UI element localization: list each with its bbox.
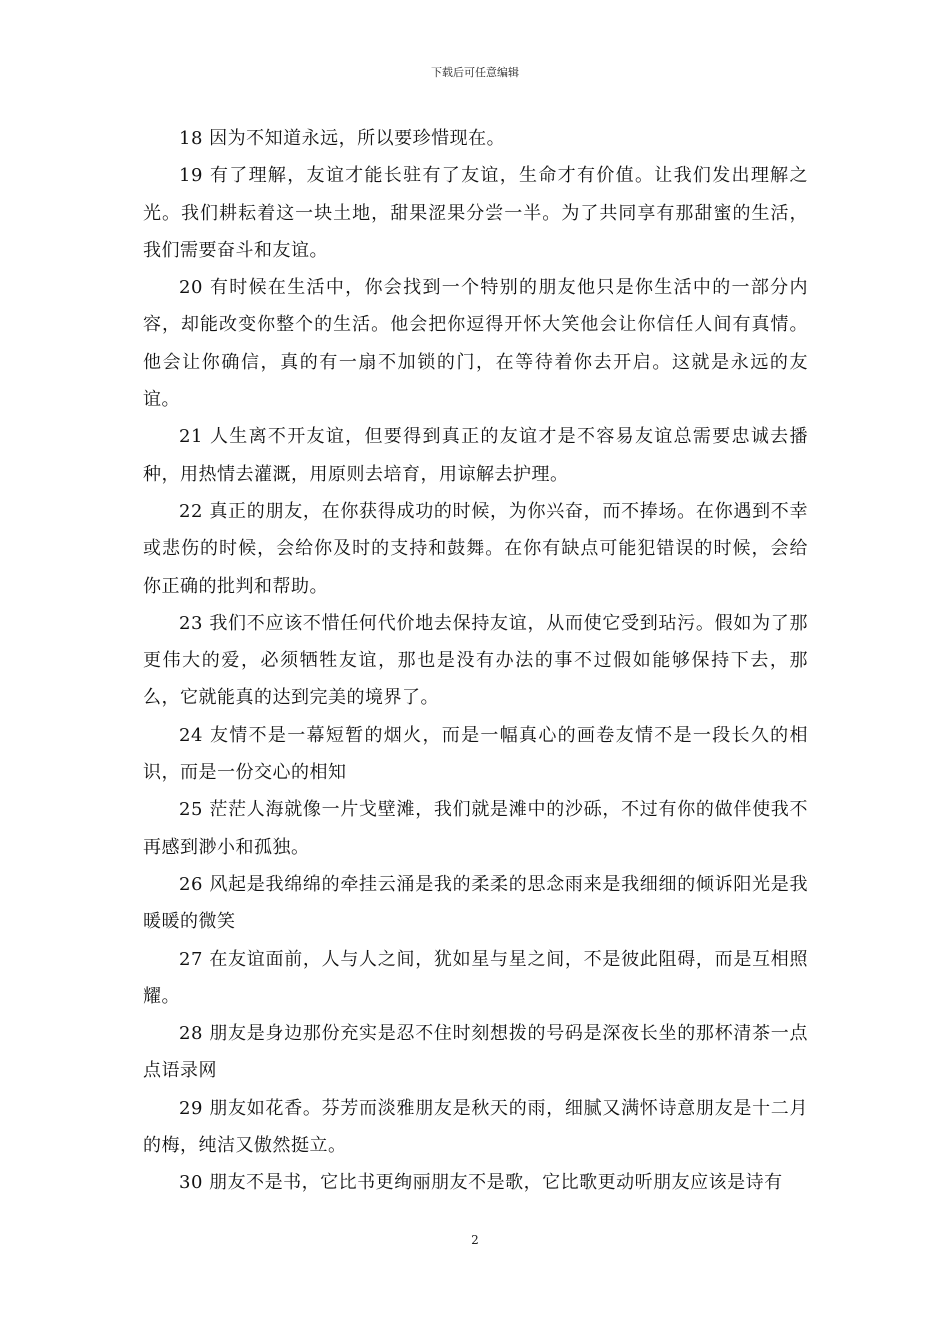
paragraph: 24 友情不是一幕短暂的烟火，而是一幅真心的画卷友情不是一段长久的相识，而是一份交心的相知 <box>143 724 808 784</box>
paragraph: 18 因为不知道永远，所以要珍惜现在。 <box>179 128 506 149</box>
paragraph: 19 有了理解，友谊才能长驻有了友谊，生命才有价值。让我们发出理解之光。我们耕耘着这一块土地，甜果涩果分尝一半。为了共同享有那甜蜜的生活，我们需要奋斗和友谊。 <box>143 165 808 261</box>
paragraph: 30 朋友不是书，它比书更绚丽朋友不是歌，它比歌更动听朋友应该是诗有 <box>179 1172 783 1194</box>
paragraph: 25 茫茫人海就像一片戈壁滩，我们就是滩中的沙砾，不过有你的做伴使我不再感到渺小和孤独。 <box>143 799 808 858</box>
document-body <box>143 120 808 1202</box>
paragraph: 26 风起是我绵绵的牵挂云涌是我的柔柔的思念雨来是我细细的倾诉阳光是我暖暖的微笑 <box>143 873 808 933</box>
paragraph: 23 我们不应该不惜任何代价地去保持友谊，从而使它受到玷污。假如为了那更伟大的爱，必须牺牲友谊，那也是没有办法的事不过假如能够保持下去，那么，它就能真的达到完美的境界了。 <box>143 612 808 709</box>
paragraph: 28 朋友是身边那份充实是忍不住时刻想拨的号码是深夜长坐的那杯清茶一点点语录网 <box>143 1023 808 1082</box>
paragraph: 20 有时候在生活中，你会找到一个特别的朋友他只是你生活中的一部分内容，却能改变你整个的生活。他会把你逗得开怀大笑他会让你信任人间有真情。他会让你确信，真的有一扇不加锁的门，在等待着你去开启。这就是永远的友谊。 <box>143 277 808 411</box>
page-header: 下载后可任意编辑 <box>431 66 519 79</box>
paragraph: 27 在友谊面前，人与人之间，犹如星与星之间，不是彼此阻碍，而是互相照耀。 <box>143 948 808 1007</box>
page-number: 2 <box>471 1233 479 1247</box>
paragraph: 21 人生离不开友谊，但要得到真正的友谊才是不容易友谊总需要忠诚去播种，用热情去灌溉，用原则去培育，用谅解去护理。 <box>143 426 808 485</box>
paragraph: 22 真正的朋友，在你获得成功的时候，为你兴奋，而不捧场。在你遇到不幸或悲伤的时候，会给你及时的支持和鼓舞。在你有缺点可能犯错误的时候，会给你正确的批判和帮助。 <box>143 500 808 597</box>
paragraph: 29 朋友如花香。芬芳而淡雅朋友是秋天的雨，细腻又满怀诗意朋友是十二月的梅，纯洁又傲然挺立。 <box>143 1097 808 1157</box>
